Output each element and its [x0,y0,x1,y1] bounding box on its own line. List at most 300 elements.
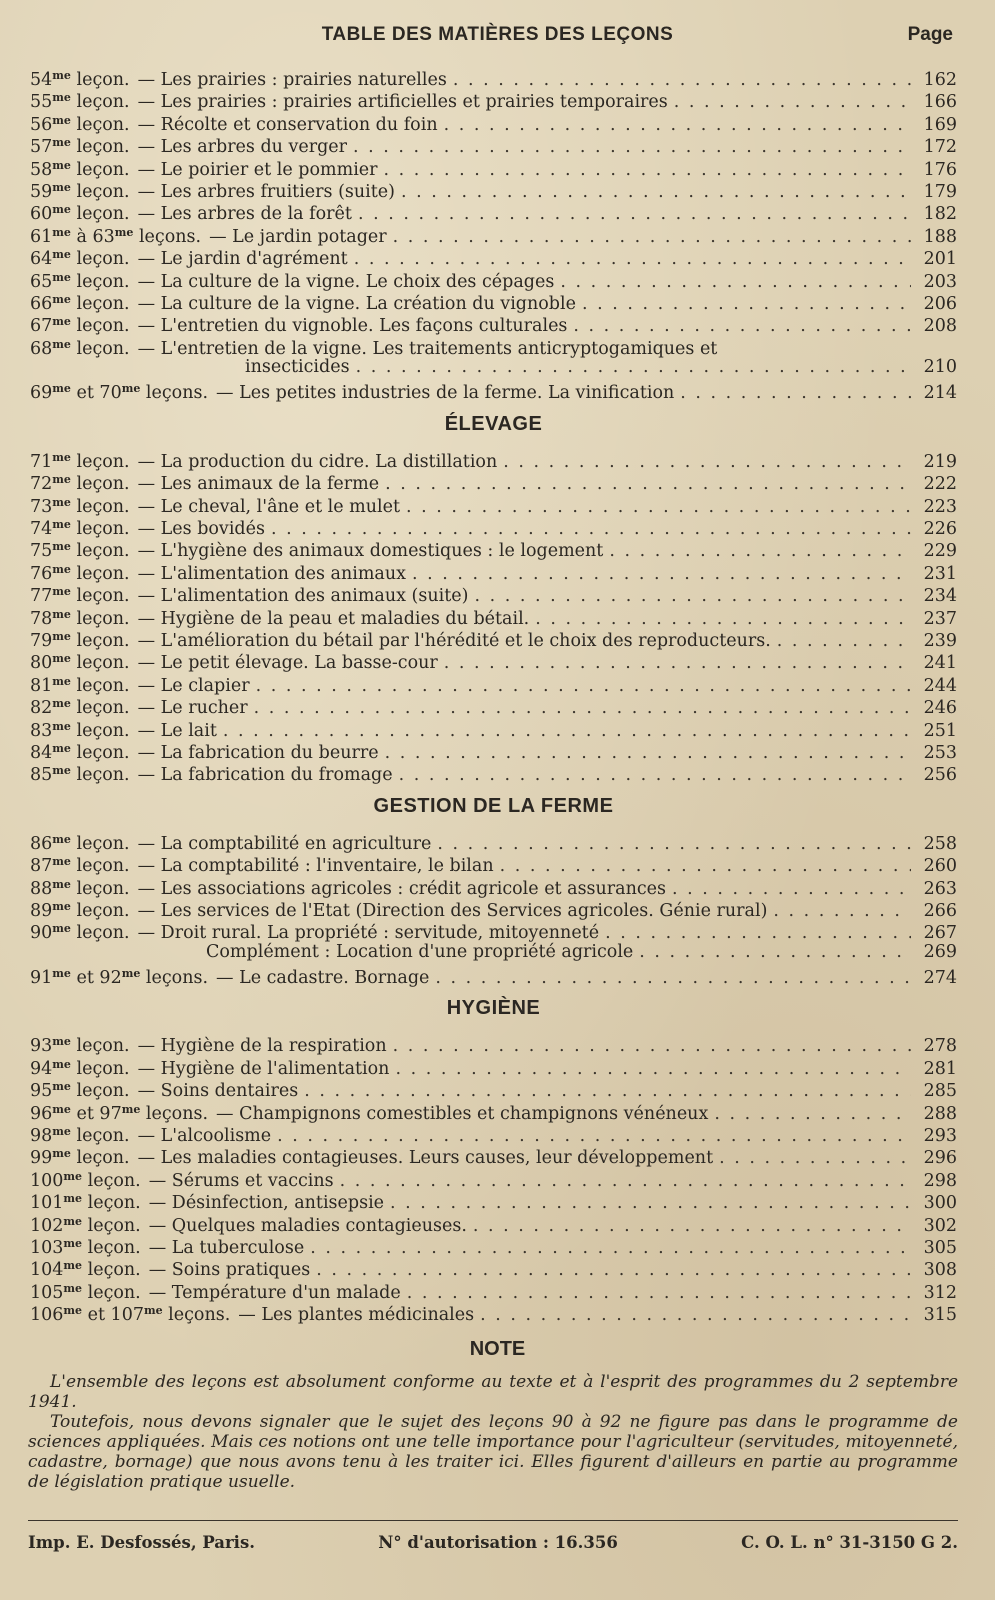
lesson-title: — L'alimentation des animaux (suite) [137,586,469,607]
leader-dots [223,720,911,742]
lesson-title: — Sérums et vaccins [148,1170,334,1191]
leader-dots [535,608,911,630]
lesson-number: $105^{me}$ leçon. [30,1281,141,1303]
lesson-number: $93^{me}$ leçon. [30,1035,130,1057]
ordinal-suffix: me [63,1192,83,1206]
page-number: 241 [923,653,957,674]
page-number: 169 [923,114,957,135]
lesson-title: — Récolte et conservation du foin [137,114,438,135]
lesson-number: $81^{me}$ leçon. [30,674,130,696]
footer-printer: Imp. E. Desfossés, Paris. [28,1533,255,1552]
lesson-title: — Le petit élevage. La basse-cour [137,653,438,674]
lesson-number: $100^{me}$ leçon. [30,1169,141,1191]
lesson-title: — Hygiène de l'alimentation [137,1058,390,1079]
lesson-number: $77^{me}$ leçon. [30,585,130,607]
table-row [30,378,957,404]
ordinal-suffix: me [114,225,134,239]
lesson-number: $57^{me}$ leçon. [30,136,130,158]
page-number: 285 [923,1081,957,1102]
lesson-title: — Les services de l'Etat (Direction des Services agricoles. Génie rural) [137,900,768,921]
leader-dots [358,203,911,225]
ordinal-suffix: me [52,450,71,464]
leader-dots [412,563,911,585]
footer [28,1520,958,1552]
ordinal-suffix: me [52,518,71,532]
note-paragraph-2: Toutefois, nous devons signaler que le sujet des leçons 90 à 92 ne figure pas dans le programme de sciences appliquées. Mais ces notions ont une telle importance pour l'agriculteur (servitudes, mitoyenneté, cadastre, bornage) que nous avons tenu à les traiter ici. Elles figurent d'ailleurs en partie au programme de législation pratique usuelle. [28,1412,958,1492]
table-row [30,648,957,674]
leader-dots [680,382,911,404]
ordinal-suffix: me [52,69,71,82]
lesson-number: $86^{me}$ leçon. [30,832,130,854]
lesson-title: — Le cheval, l'âne et le mulet [137,496,401,517]
ordinal-suffix: me [63,1214,83,1228]
ordinal-suffix: me [63,1304,83,1318]
page-number: 206 [923,293,957,314]
leader-dots [444,114,911,136]
lesson-number: $73^{me}$ leçon. [30,495,130,517]
page-number: 234 [923,586,957,607]
lesson-title: — L'alimentation des animaux [137,563,406,584]
lesson-number: $89^{me}$ leçon. [30,899,130,921]
leader-dots [395,1058,911,1080]
lesson-title: — Hygiène de la peau et maladies du bétail. [137,608,530,629]
lesson-title: — La culture de la vigne. Le choix des cépages [137,271,555,292]
leader-dots [609,540,911,562]
ordinal-suffix: me [52,495,71,509]
lesson-title: — L'alcoolisme [137,1126,272,1147]
page-number: 302 [923,1215,957,1236]
ordinal-suffix: me [52,1080,71,1094]
page-number: 222 [923,474,957,495]
leader-dots [401,181,911,203]
lesson-title: — La comptabilité : l'inventaire, le bilan [137,856,494,877]
page-number: 179 [923,181,957,202]
lesson-title: — Température d'un malade [148,1282,401,1303]
table-row [30,65,957,90]
lesson-number: $74^{me}$ leçon. [30,518,130,540]
leader-dots [437,833,911,855]
page-number: 237 [923,608,957,629]
lesson-number: $101^{me}$ leçon. [30,1192,141,1214]
leader-dots [719,1147,911,1169]
table-row [30,896,957,921]
page-number: 226 [923,519,957,540]
leader-dots [503,451,911,473]
ordinal-suffix: me [52,629,71,643]
lesson-title: — Quelques maladies contagieuses. [148,1215,467,1236]
lesson-number: $88^{me}$ leçon. [30,877,130,899]
page-number: 203 [923,271,957,292]
ordinal-suffix: me [52,899,71,913]
leader-dots [393,1035,911,1057]
page-number: 231 [923,563,957,584]
ordinal-suffix: me [143,1304,163,1318]
page-number: 253 [923,742,957,763]
lesson-number: $103^{me}$ leçon. [30,1236,141,1258]
table-row [30,581,957,607]
lesson-number: $61^{me}$ à $63^{me}$ leçons. [30,225,202,247]
table-row [30,1166,957,1191]
lesson-number: $56^{me}$ leçon. [30,113,130,135]
lesson-title: — Soins dentaires [137,1081,299,1102]
leader-dots [639,941,911,963]
page-number: 288 [923,1103,957,1124]
ordinal-suffix: me [52,337,71,351]
lesson-number: $85^{me}$ leçon. [30,764,130,786]
leader-dots [777,630,911,652]
lesson-number: $76^{me}$ leçon. [30,562,130,584]
lesson-number: $66^{me}$ leçon. [30,292,130,314]
leader-dots [356,356,911,378]
table-row [30,536,957,562]
table-row [30,1031,957,1057]
lesson-title: — L'hygiène des animaux domestiques : le logement [137,541,604,562]
leader-dots [354,248,911,270]
lesson-number: $64^{me}$ leçon. [30,248,130,270]
lesson-title: — Les associations agricoles : crédit agricole et assurances [137,878,667,899]
ordinal-suffix: me [52,922,71,936]
ordinal-suffix: me [52,473,71,487]
lesson-title: — Le rucher [137,698,248,719]
lesson-title: — La comptabilité en agriculture [137,833,432,854]
table-row [30,1300,957,1326]
table-row [30,1054,957,1079]
page-number: 315 [923,1305,957,1326]
lesson-number: $96^{me}$ et $97^{me}$ leçons. [30,1102,209,1124]
ordinal-suffix: me [121,967,141,981]
page-column-label: Page [907,24,953,45]
section-heading: GESTION DE LA FERME [373,794,614,817]
page-number: 281 [923,1058,957,1079]
ordinal-suffix: me [52,248,71,262]
lesson-number: $83^{me}$ leçon. [30,719,130,741]
ordinal-suffix: me [52,741,71,755]
leader-dots [385,742,911,764]
table-row [30,289,957,314]
lesson-number: $90^{me}$ leçon. [30,922,130,944]
table-row [30,311,957,337]
page-number: 263 [923,878,957,899]
ordinal-suffix: me [52,674,71,688]
leader-dots [384,159,911,181]
ordinal-suffix: me [52,652,71,666]
page-number: 269 [923,941,957,962]
ordinal-suffix: me [52,1057,71,1071]
page-number: 244 [923,675,957,696]
lesson-title: — La tuberculose [148,1237,305,1258]
page-number: 210 [923,357,957,378]
leader-dots [393,226,911,248]
lesson-title: — La fabrication du fromage [137,765,393,786]
lesson-title: — Les arbres du verger [137,137,348,158]
table-row [30,1076,957,1102]
table-of-contents [30,65,957,1326]
table-row [30,110,957,135]
table-row [30,559,957,584]
page-number: 267 [923,923,957,944]
page-number: 162 [923,70,957,90]
footer-authorization: N° d'autorisation : 16.356 [378,1533,618,1552]
table-row [30,87,957,113]
lesson-number: $91^{me}$ et $92^{me}$ leçons. [30,967,209,989]
lesson-number: $94^{me}$ leçon. [30,1057,130,1079]
table-row [30,851,957,877]
ordinal-suffix: me [52,113,71,127]
lesson-title: — L'entretien du vignoble. Les façons culturales [137,316,568,337]
table-row [30,604,957,629]
leader-dots [390,1192,911,1214]
lesson-title: — Soins pratiques [148,1260,311,1281]
table-row [30,177,957,202]
table-row [30,267,957,292]
table-row [30,469,957,495]
leader-dots [473,1215,911,1237]
lesson-subtitle: Complément : Location d'une propriété agricole [206,941,634,962]
page-number: 251 [923,720,957,741]
ordinal-suffix: me [52,540,71,554]
table-row [30,963,957,989]
lesson-number: $58^{me}$ leçon. [30,158,130,180]
ordinal-suffix: me [52,91,71,105]
note-paragraph-1: L'ensemble des leçons est absolument conforme au texte et à l'esprit des programmes du 2 septembre 1941. [28,1372,958,1412]
ordinal-suffix: me [52,764,71,778]
leader-dots [773,900,911,922]
lesson-title: — Le poirier et le pommier [137,159,378,180]
page-number: 246 [923,698,957,719]
page-number: 214 [923,383,957,404]
page-number: 300 [923,1193,957,1214]
leader-dots [256,675,911,697]
lesson-number: $55^{me}$ leçon. [30,91,130,113]
leader-dots [310,1237,911,1259]
page-number: 308 [923,1260,957,1281]
lesson-title: — Les petites industries de la ferme. La vinification [216,383,675,404]
ordinal-suffix: me [52,877,71,891]
ordinal-suffix: me [52,203,71,217]
page-number: 296 [923,1148,957,1169]
ordinal-suffix: me [52,225,71,239]
table-row [30,874,957,899]
ordinal-suffix: me [52,585,71,599]
lesson-title: — Le clapier [137,675,250,696]
table-row [30,1143,957,1169]
lesson-title: — Les arbres fruitiers (suite) [137,181,395,202]
page-number: 258 [923,833,957,854]
ordinal-suffix: me [63,1281,83,1295]
page-number: 256 [923,765,957,786]
page-number: 305 [923,1237,957,1258]
page-number: 266 [923,900,957,921]
lesson-title: — Le jardin potager [209,226,387,247]
table-row [30,155,957,180]
ordinal-suffix: me [52,180,71,194]
table-row [30,447,957,472]
table-row [30,132,957,158]
ordinal-suffix: me [52,967,71,981]
lesson-title: — L'amélioration du bétail par l'hérédité et le choix des reproducteurs. [137,630,771,651]
lesson-title: — Droit rural. La propriété : servitude, mitoyenneté [137,923,600,944]
ordinal-suffix: me [52,158,71,172]
leader-dots [406,496,911,518]
ordinal-suffix: me [121,382,141,396]
ordinal-suffix: me [52,719,71,733]
table-row [30,199,957,225]
lesson-title: — Les prairies : prairies naturelles [137,70,447,90]
page-number: 278 [923,1036,957,1057]
lesson-title: — Champignons comestibles et champignons vénéneux [216,1103,709,1124]
leader-dots [573,315,911,337]
lesson-title: — Le jardin d'agrément [137,249,348,270]
ordinal-suffix: me [52,270,71,284]
leader-dots [385,473,911,495]
page-number: 182 [923,204,957,225]
lesson-number: $102^{me}$ leçon. [30,1214,141,1236]
ordinal-suffix: me [121,1102,141,1116]
page-number: 219 [923,451,957,472]
leader-dots [674,91,911,113]
ordinal-suffix: me [52,855,71,869]
leader-dots [714,1103,911,1125]
page-number: 260 [923,856,957,877]
leader-dots [672,878,911,900]
table-row [30,918,957,944]
table-row [30,1233,957,1258]
leader-dots [444,652,911,674]
section-heading: HYGIÈNE [446,997,541,1020]
lesson-title: — Les plantes médicinales [238,1305,475,1326]
page-number: 239 [923,630,957,651]
page-number: 172 [923,137,957,158]
page-number: 201 [923,249,957,270]
leader-dots [277,1125,911,1147]
lesson-title: — Les bovidés [137,519,265,540]
lesson-title: — Les arbres de la forêt [137,204,352,225]
page-number: 223 [923,496,957,517]
leader-dots [316,1259,911,1281]
leader-dots [254,697,911,719]
ordinal-suffix: me [52,315,71,329]
table-row [30,716,957,741]
leader-dots [340,1170,911,1192]
lesson-number: $59^{me}$ leçon. [30,180,130,202]
lesson-number: $98^{me}$ leçon. [30,1125,130,1147]
lesson-title: — Les maladies contagieuses. Leurs causes, leur développement [137,1148,714,1169]
leader-dots [271,518,911,540]
lesson-number: $82^{me}$ leçon. [30,697,130,719]
leader-dots [582,293,911,315]
leader-dots [474,585,911,607]
table-row [30,1188,957,1214]
table-row [30,626,957,651]
table-row [30,760,957,786]
table-row [30,1278,957,1303]
page-number: 176 [923,159,957,180]
lesson-title: — La fabrication du beurre [137,742,379,763]
lesson-title: — Le cadastre. Bornage [216,968,430,989]
ordinal-suffix: me [52,1102,71,1116]
lesson-title: — Hygiène de la respiration [137,1036,387,1057]
leader-dots [500,855,911,877]
lesson-title: — La culture de la vigne. La création du vignoble [137,293,576,314]
lesson-number: $106^{me}$ et $107^{me}$ leçons. [30,1304,231,1326]
lesson-number: $71^{me}$ leçon. [30,450,130,472]
ordinal-suffix: me [52,1125,71,1139]
ordinal-suffix: me [52,292,71,306]
table-row [30,671,957,696]
page-number: 188 [923,226,957,247]
page-number: 312 [923,1282,957,1303]
lesson-title: — Désinfection, antisepsie [148,1193,385,1214]
table-row [30,738,957,763]
table-row [30,514,957,540]
lesson-number: $104^{me}$ leçon. [30,1259,141,1281]
ordinal-suffix: me [63,1169,83,1183]
table-row [30,829,957,854]
lesson-number: $60^{me}$ leçon. [30,203,130,225]
leader-dots [560,271,911,293]
ordinal-suffix: me [52,607,71,621]
lesson-title-continuation: insecticides [245,357,350,378]
lesson-number: $99^{me}$ leçon. [30,1147,130,1169]
lesson-title: — Les animaux de la ferme [137,474,380,495]
lesson-number: $84^{me}$ leçon. [30,741,130,763]
ordinal-suffix: me [52,562,71,576]
lesson-number: $79^{me}$ leçon. [30,629,130,651]
lesson-number: $69^{me}$ et $70^{me}$ leçons. [30,382,209,404]
lesson-number: $75^{me}$ leçon. [30,540,130,562]
ordinal-suffix: me [52,382,71,396]
lesson-number: $67^{me}$ leçon. [30,315,130,337]
note-text [28,1372,958,1492]
page-number: 293 [923,1126,957,1147]
ordinal-suffix: me [63,1236,83,1250]
table-row [30,492,957,517]
leader-dots [453,69,911,91]
page-number: 298 [923,1170,957,1191]
ordinal-suffix: me [52,1147,71,1161]
ordinal-suffix: me [63,1259,83,1273]
table-row [30,1121,957,1147]
lesson-title: — Les prairies : prairies artificielles et prairies temporaires [137,92,668,113]
page-number: 274 [923,968,957,989]
lesson-title: — L'entretien de la vigne. Les traitements anticryptogamiques et [137,338,718,359]
leader-dots [480,1304,911,1326]
page-number: 208 [923,316,957,337]
page-number: 229 [923,541,957,562]
section-heading: ÉLEVAGE [444,412,543,435]
footer-col: C. O. L. n° 31-3150 G 2. [741,1533,958,1552]
leader-dots [407,1282,911,1304]
lesson-title: — Le lait [137,720,217,741]
page-title: TABLE DES MATIÈRES DES LEÇONS [321,24,674,45]
table-row [30,222,957,247]
lesson-number: $72^{me}$ leçon. [30,473,130,495]
ordinal-suffix: me [52,136,71,150]
ordinal-suffix: me [52,697,71,711]
lesson-number: $68^{me}$ leçon. [30,337,130,359]
leader-dots [353,136,911,158]
lesson-number: $54^{me}$ leçon. [30,69,130,90]
lesson-number: $87^{me}$ leçon. [30,855,130,877]
table-row [30,1211,957,1236]
page-number: 166 [923,92,957,113]
lesson-number: $95^{me}$ leçon. [30,1080,130,1102]
lesson-number: $78^{me}$ leçon. [30,607,130,629]
lesson-number: $80^{me}$ leçon. [30,652,130,674]
leader-dots [304,1080,911,1102]
table-row [30,1099,957,1124]
table-row [30,244,957,270]
